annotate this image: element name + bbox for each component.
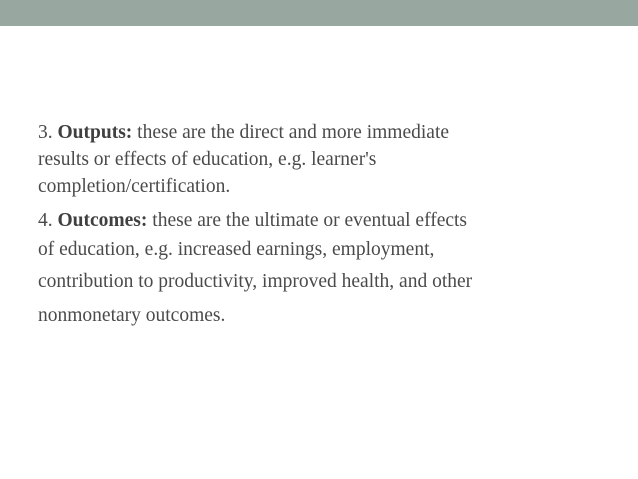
outcomes-line-3: contribution to productivity, improved health, and other: [38, 271, 473, 292]
outputs-text-1: these are the direct and more immediate: [137, 122, 450, 143]
top-accent-bar: [0, 0, 638, 26]
outputs-line-3: completion/certification.: [38, 176, 231, 197]
slide-body: [38, 119, 618, 332]
outputs-line-1: [38, 119, 618, 146]
outcomes-text-1: these are the ultimate or eventual effects: [152, 210, 468, 231]
outputs-number: 3.: [38, 122, 53, 143]
outcomes-number: 4.: [38, 210, 53, 231]
outcomes-term: Outcomes:: [57, 210, 148, 231]
outcomes-line-4: nonmonetary outcomes.: [38, 305, 226, 326]
outcomes-paragraph: [38, 206, 618, 332]
outcomes-line-1: [38, 206, 618, 235]
outputs-line-2: results or effects of education, e.g. learner's: [38, 149, 377, 170]
outcomes-line-2: of education, e.g. increased earnings, employment,: [38, 239, 435, 260]
outputs-term: Outputs:: [57, 122, 133, 143]
outputs-paragraph: [38, 119, 618, 200]
